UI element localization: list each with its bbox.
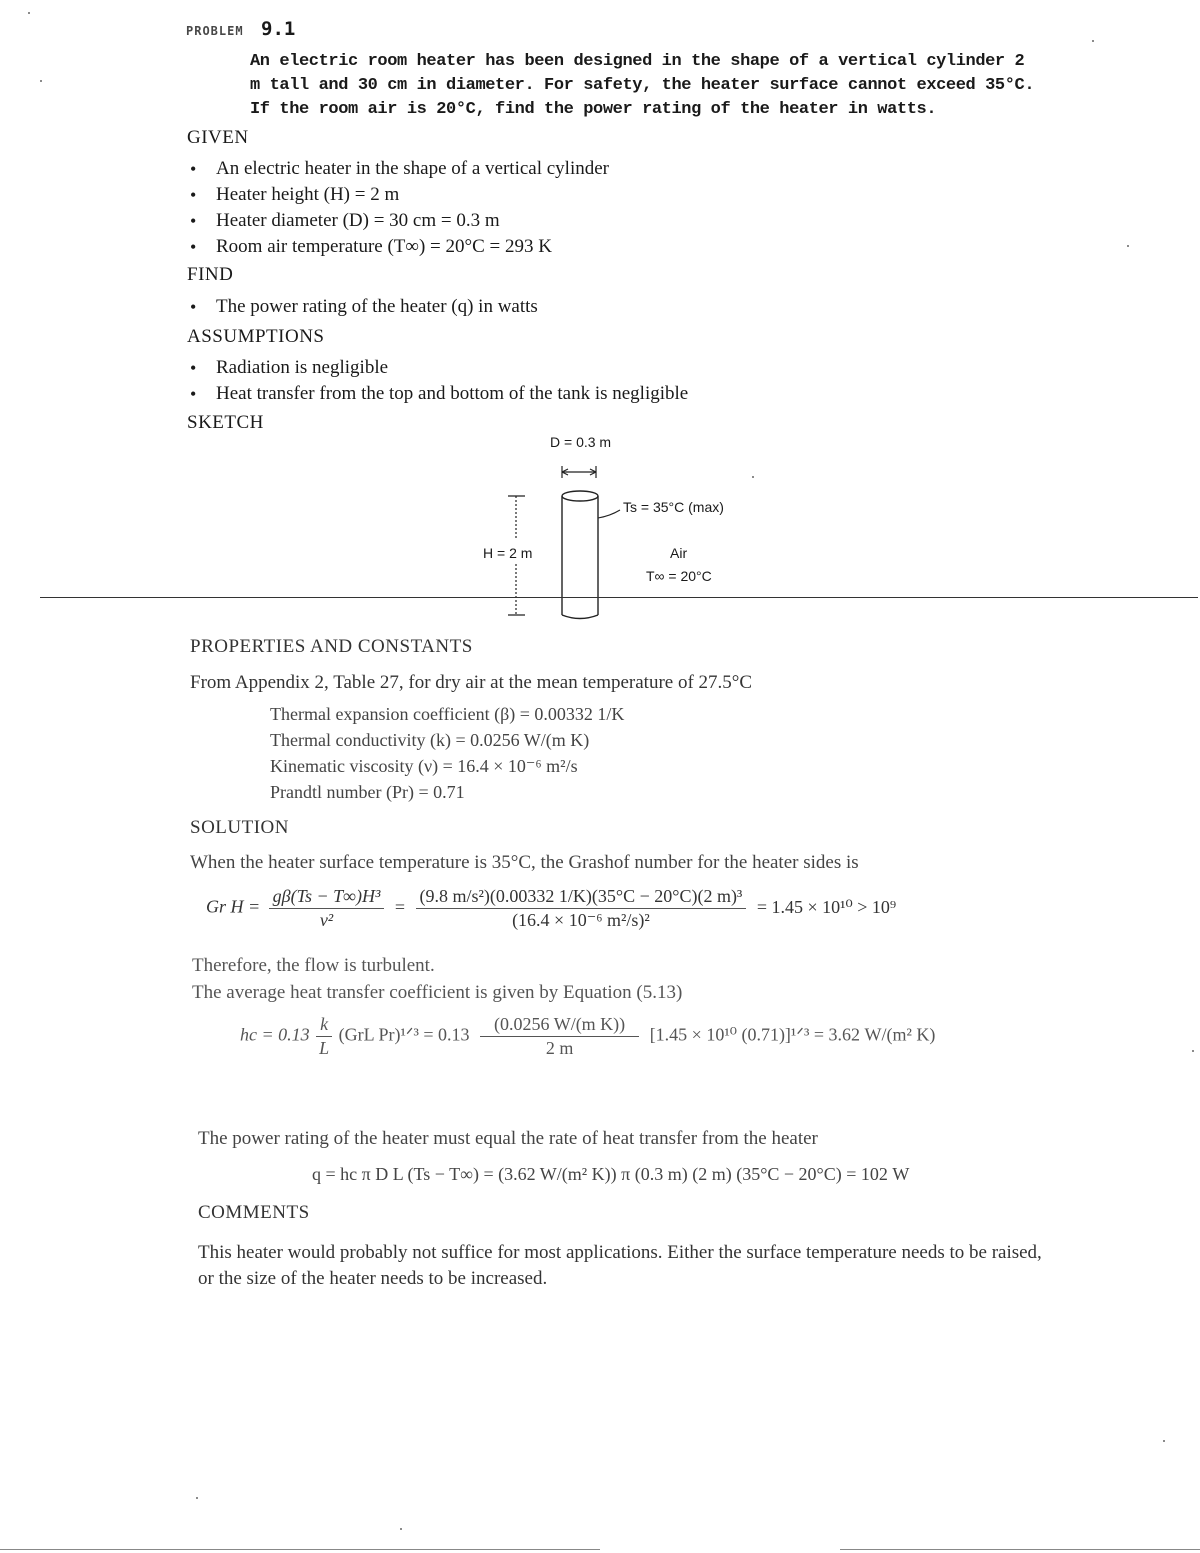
surface-leader <box>598 510 620 518</box>
heater-sketch <box>470 430 770 630</box>
scan-speck <box>752 476 754 478</box>
scan-speck <box>1163 1440 1165 1442</box>
hc-values-den: 2 m <box>545 1038 574 1058</box>
grashof-equation <box>206 886 896 931</box>
assumptions-heading: ASSUMPTIONS <box>187 326 325 347</box>
power-equation: q = hc π D L (Ts − T∞) = (3.62 W/(m² K)) π (0.3 m) (2 m) (35°C − 20°C) = 102 W <box>312 1164 910 1184</box>
scan-speck <box>28 12 30 14</box>
hc-l: L <box>319 1038 330 1058</box>
list-item: • Heater height (H) = 2 m <box>188 182 888 208</box>
height-label: H = 2 m <box>483 545 533 561</box>
list-item: • Room air temperature (T∞) = 20°C = 293 K <box>188 234 888 260</box>
properties-heading: PROPERTIES AND CONSTANTS <box>190 636 473 657</box>
list-item: • An electric heater in the shape of a vertical cylinder <box>188 156 888 182</box>
assumptions-list <box>188 355 988 407</box>
find-list <box>188 294 888 320</box>
scan-rule <box>40 597 1198 598</box>
grashof-equals: = <box>394 896 406 917</box>
sketch-heading: SKETCH <box>187 412 264 433</box>
air-label: Air <box>670 545 688 561</box>
list-item: • Radiation is negligible <box>188 355 988 381</box>
properties-list <box>270 701 624 805</box>
scan-rule-bottom <box>0 1549 600 1550</box>
solution-line-1: When the heater surface temperature is 35°C, the Grashof number for the heater sides is <box>190 852 859 873</box>
list-item: • Heater diameter (D) = 30 cm = 0.3 m <box>188 208 888 234</box>
list-item: • The power rating of the heater (q) in watts <box>188 294 888 320</box>
problem-label: PROBLEM <box>186 24 244 38</box>
list-item: • Heat transfer from the top and bottom of the tank is negligible <box>188 381 988 407</box>
scan-speck <box>1127 245 1129 247</box>
find-heading: FIND <box>187 264 234 285</box>
comments-text: This heater would probably not suffice for most applications. Either the surface temperature needs to be raised, or the size of the heater needs to be increased. <box>198 1242 1042 1289</box>
hc-values-num: (0.0256 W/(m K)) <box>480 1014 639 1037</box>
grashof-symbolic-den: ν² <box>319 910 334 930</box>
comments-heading: COMMENTS <box>198 1202 310 1223</box>
solution-line-3: The average heat transfer coefficient is given by Equation (5.13) <box>192 982 683 1003</box>
problem-statement: An electric room heater has been designed in the shape of a vertical cylinder 2 m tall and 30 cm in diameter. For safety, the heater surface cannot exceed 35°C. If the room air is 20°C, find the power rating of the heater in watts. <box>250 52 1035 119</box>
air-temp-label: T∞ = 20°C <box>646 568 712 584</box>
given-heading: GIVEN <box>187 127 249 148</box>
cylinder-heater <box>562 491 598 619</box>
hc-mid: (GrL Pr)¹ᐟ³ = 0.13 <box>338 1024 470 1045</box>
problem-header <box>186 18 295 40</box>
grashof-values <box>416 886 747 931</box>
scan-rule-bottom <box>840 1549 1200 1550</box>
hc-k: k <box>316 1014 332 1037</box>
grashof-symbolic-num: gβ(Ts − T∞)H³ <box>269 886 385 909</box>
problem-number: 9.1 <box>261 18 296 40</box>
scan-speck <box>1092 40 1094 42</box>
grashof-values-den: (16.4 × 10⁻⁶ m²/s)² <box>512 910 650 930</box>
solution-line-4: The power rating of the heater must equal the rate of heat transfer from the heater <box>198 1128 818 1149</box>
property-item: Thermal expansion coefficient (β) = 0.00332 1/K <box>270 704 625 724</box>
grashof-lhs: Gr H = <box>206 896 261 917</box>
scan-speck <box>196 1497 198 1499</box>
surface-temp-label: Ts = 35°C (max) <box>623 499 724 515</box>
scan-speck <box>40 80 42 82</box>
grashof-result: = 1.45 × 10¹⁰ > 10⁹ <box>756 896 897 917</box>
given-list <box>188 156 888 260</box>
hc-k-over-l <box>316 1014 332 1059</box>
diameter-dimension <box>562 466 596 478</box>
property-item: Kinematic viscosity (ν) = 16.4 × 10⁻⁶ m²/s <box>270 756 578 776</box>
diameter-label: D = 0.3 m <box>550 434 612 450</box>
properties-intro: From Appendix 2, Table 27, for dry air at the mean temperature of 27.5°C <box>190 672 753 693</box>
hc-result: [1.45 × 10¹⁰ (0.71)]¹ᐟ³ = 3.62 W/(m² K) <box>649 1024 936 1045</box>
grashof-values-num: (9.8 m/s²)(0.00332 1/K)(35°C − 20°C)(2 m)³ <box>416 886 747 909</box>
hc-equation <box>240 1014 935 1059</box>
scan-speck <box>1192 1050 1194 1052</box>
solution-heading: SOLUTION <box>190 817 289 838</box>
scan-speck <box>400 1528 402 1530</box>
hc-lhs: hc = 0.13 <box>240 1024 310 1045</box>
property-item: Prandtl number (Pr) = 0.71 <box>270 782 465 802</box>
solution-line-2: Therefore, the flow is turbulent. <box>192 955 435 976</box>
hc-values <box>480 1014 639 1059</box>
grashof-symbolic <box>269 886 385 931</box>
property-item: Thermal conductivity (k) = 0.0256 W/(m K) <box>270 730 590 750</box>
